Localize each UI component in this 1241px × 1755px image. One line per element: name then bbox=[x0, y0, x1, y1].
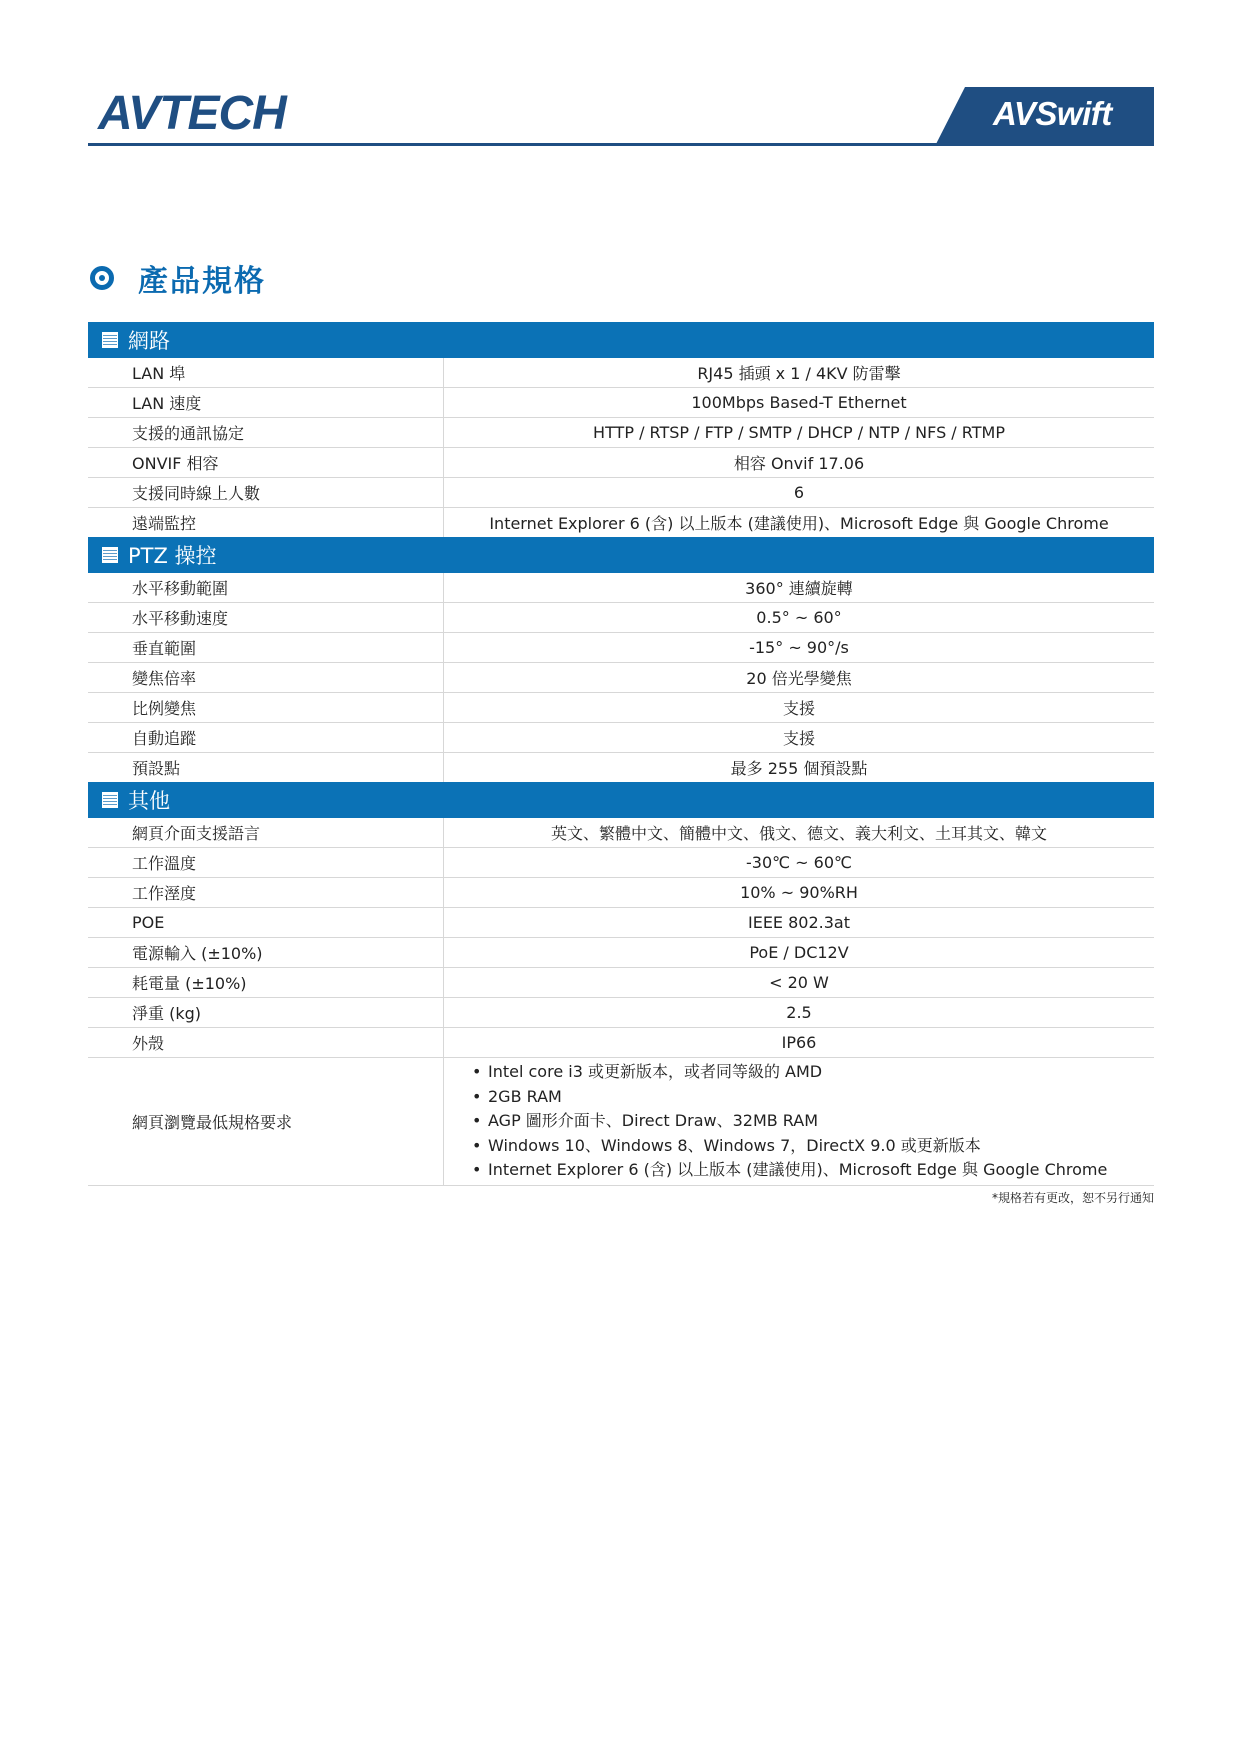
row-label: 變焦倍率 bbox=[88, 663, 444, 692]
row-value: 2.5 bbox=[786, 1003, 812, 1022]
table-row bbox=[88, 603, 1154, 633]
spec-heading bbox=[90, 256, 266, 300]
table-row bbox=[88, 478, 1154, 508]
row-label: 支援同時線上人數 bbox=[88, 478, 444, 507]
row-value: 6 bbox=[793, 483, 805, 502]
list-item: • 2GB RAM bbox=[476, 1085, 1154, 1110]
table-row bbox=[88, 448, 1154, 478]
circle-bullet-icon bbox=[90, 266, 114, 290]
row-value: 0.5° ~ 60° bbox=[756, 608, 842, 627]
row-label: ONVIF 相容 bbox=[88, 448, 444, 477]
row-value: 10% ~ 90%RH bbox=[740, 883, 858, 902]
list-item: • Windows 10、Windows 8、Windows 7，DirectX 9.0 或更新版本 bbox=[476, 1134, 1154, 1159]
row-label: POE bbox=[88, 908, 444, 937]
table-row bbox=[88, 1028, 1154, 1058]
category-square-icon bbox=[102, 792, 118, 808]
table-row bbox=[88, 418, 1154, 448]
avswift-logo-text: AVSwift bbox=[993, 95, 1112, 132]
row-value: 最多 255 個預設點 bbox=[730, 759, 868, 778]
table-row bbox=[88, 388, 1154, 418]
row-value: 20 倍光學變焦 bbox=[746, 669, 852, 688]
footnote: *規格若有更改，恕不另行通知 bbox=[991, 1191, 1154, 1205]
row-label: 支援的通訊協定 bbox=[88, 418, 444, 447]
row-label: 遠端監控 bbox=[88, 508, 444, 537]
table-row bbox=[88, 968, 1154, 998]
row-label: 預設點 bbox=[88, 753, 444, 782]
table-row bbox=[88, 753, 1154, 782]
row-label: 比例變焦 bbox=[88, 693, 444, 722]
avswift-logo bbox=[935, 87, 1154, 146]
row-label: 工作溼度 bbox=[88, 878, 444, 907]
row-value: -15° ~ 90°/s bbox=[749, 638, 849, 657]
spec-table bbox=[88, 322, 1154, 1186]
row-value: HTTP / RTSP / FTP / SMTP / DHCP / NTP / NFS / RTMP bbox=[593, 423, 1005, 442]
row-label: 網頁瀏覽最低規格要求 bbox=[88, 1058, 444, 1185]
table-row bbox=[88, 998, 1154, 1028]
category-square-icon bbox=[102, 547, 118, 563]
row-value: 100Mbps Based-T Ethernet bbox=[691, 393, 907, 412]
row-label: 淨重 (kg) bbox=[88, 998, 444, 1027]
row-label: 自動追蹤 bbox=[88, 723, 444, 752]
table-row bbox=[88, 633, 1154, 663]
table-row bbox=[88, 818, 1154, 848]
row-label: 網頁介面支援語言 bbox=[88, 818, 444, 847]
category-header-ptz bbox=[88, 537, 1154, 573]
page-title: 產品規格 bbox=[138, 264, 266, 299]
category-header-other bbox=[88, 782, 1154, 818]
row-value: PoE / DC12V bbox=[749, 943, 849, 962]
table-row bbox=[88, 663, 1154, 693]
category-title: 網路 bbox=[128, 329, 170, 353]
requirements-row bbox=[88, 1058, 1154, 1186]
row-label: 垂直範圍 bbox=[88, 633, 444, 662]
row-label: LAN 埠 bbox=[88, 358, 444, 387]
list-item: • Intel core i3 或更新版本，或者同等級的 AMD bbox=[476, 1060, 1154, 1085]
list-item: • Internet Explorer 6 (含) 以上版本 (建議使用)、Microsoft Edge 與 Google Chrome bbox=[476, 1158, 1154, 1183]
row-label: 耗電量 (±10%) bbox=[88, 968, 444, 997]
table-row bbox=[88, 573, 1154, 603]
row-value: 支援 bbox=[782, 729, 815, 748]
row-value: 相容 Onvif 17.06 bbox=[733, 454, 865, 473]
requirements-list bbox=[444, 1058, 1154, 1185]
row-value: Internet Explorer 6 (含) 以上版本 (建議使用)、Microsoft Edge 與 Google Chrome bbox=[489, 514, 1109, 533]
table-row bbox=[88, 723, 1154, 753]
row-value: 支援 bbox=[782, 699, 815, 718]
list-item: • AGP 圖形介面卡、Direct Draw、32MB RAM bbox=[476, 1109, 1154, 1134]
row-label: LAN 速度 bbox=[88, 388, 444, 417]
table-row bbox=[88, 848, 1154, 878]
table-row bbox=[88, 508, 1154, 537]
table-row bbox=[88, 908, 1154, 938]
row-value: IEEE 802.3at bbox=[747, 913, 850, 932]
row-value: 360° 連續旋轉 bbox=[745, 579, 853, 598]
row-value: 英文、繁體中文、簡體中文、俄文、德文、義大利文、土耳其文、韓文 bbox=[550, 824, 1047, 843]
row-value: < 20 W bbox=[769, 973, 829, 992]
row-label: 水平移動速度 bbox=[88, 603, 444, 632]
avtech-logo bbox=[98, 87, 286, 140]
table-row bbox=[88, 878, 1154, 908]
table-row bbox=[88, 938, 1154, 968]
category-title: PTZ 操控 bbox=[128, 544, 217, 568]
category-title: 其他 bbox=[128, 789, 170, 813]
row-value: RJ45 插頭 x 1 / 4KV 防雷擊 bbox=[697, 364, 901, 383]
row-label: 電源輸入 (±10%) bbox=[88, 938, 444, 967]
avtech-logo-text: AVTECH bbox=[98, 87, 286, 140]
row-label: 工作溫度 bbox=[88, 848, 444, 877]
table-row bbox=[88, 358, 1154, 388]
row-label: 外殼 bbox=[88, 1028, 444, 1057]
category-header-network bbox=[88, 322, 1154, 358]
row-value: -30℃ ~ 60℃ bbox=[745, 853, 852, 872]
row-label: 水平移動範圍 bbox=[88, 573, 444, 602]
table-row bbox=[88, 693, 1154, 723]
row-value: IP66 bbox=[781, 1033, 817, 1052]
category-square-icon bbox=[102, 332, 118, 348]
